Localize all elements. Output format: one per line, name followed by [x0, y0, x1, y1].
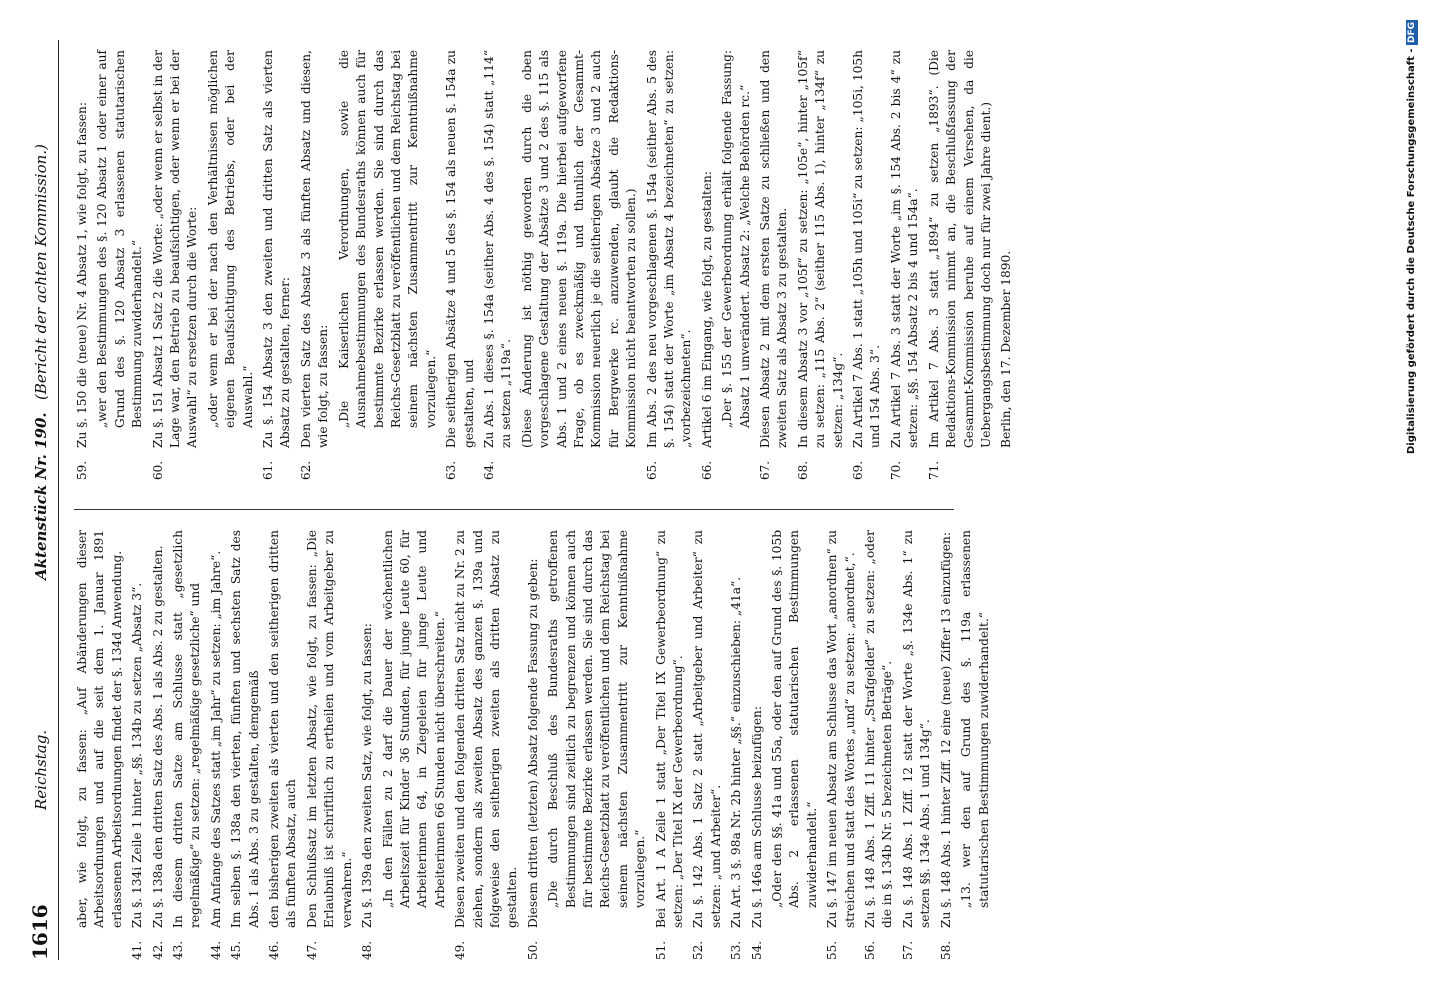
margin-strip: [1406, 0, 1432, 1000]
list-item: [298, 50, 333, 480]
item-number: [545, 928, 649, 960]
item-number: 54.: [749, 940, 764, 960]
list-item: [749, 530, 766, 960]
item-text: Zu Artikel 7 Abs. 1 statt „105h und 105i“ zu setzen: „105i, 105h und 154 Abs. 3“.: [851, 50, 883, 448]
item-text: Artikel 6 im Eingang, wie folgt, zu gestalten:: [699, 170, 714, 448]
item-number: 41.: [130, 940, 145, 960]
item-number: [74, 928, 126, 960]
item-text: Zu §. 148 Abs. 1 Ziff. 11 hinter „Strafgelder“ zu setzen: „oder die in §. 134b Nr. 5 bezeichneten Beträge“.: [863, 530, 895, 928]
item-text: „wer den Bestimmungen des §. 120 Absatz 1 oder einer auf Grund des §. 120 Absatz 3 erlassenen statutarischen Bestimmung zuwiderhandelt.“: [95, 50, 145, 428]
list-item: [150, 530, 167, 960]
list-item: [94, 50, 146, 480]
item-number: 64.: [481, 460, 496, 480]
header-left-title: Reichstag.: [32, 729, 50, 810]
item-number: 53.: [729, 940, 744, 960]
item-number: 69.: [851, 460, 866, 480]
list-item: [205, 50, 257, 480]
item-number: 71.: [926, 460, 941, 480]
item-text: Bei Art. 1 A Zeile 1 statt „Der Titel IX Gewerbeordnung“ zu setzen: „Der Titel IX der Gewerbeordnung“.: [653, 530, 685, 928]
item-number: 49.: [453, 940, 468, 960]
list-item: [545, 530, 649, 960]
header-right-title: (Bericht der achten Kommission.): [32, 144, 50, 400]
list-item: [690, 530, 725, 960]
list-item: [359, 530, 376, 960]
item-number: 45.: [229, 940, 244, 960]
list-item: [926, 50, 996, 480]
list-item: [728, 530, 745, 960]
item-number: 51.: [653, 940, 668, 960]
item-text: Im selben §. 138a den vierten, fünften und sechsten Satz des Abs. 1 als Abs. 3 zu gestalten, demgemäß: [229, 530, 261, 928]
item-text: Zu §. 142 Abs. 1 Satz 2 statt „Arbeitgeber und Arbeiter“ zu setzen: „und Arbeiter“.: [691, 530, 723, 928]
list-item: [336, 50, 440, 480]
list-item: [481, 50, 516, 480]
item-text: „Die durch Beschluß des Bundesraths getroffenen Bestimmungen sind zeitlich zu begrenzen und können auch für bestimmte Bezirke erlassen werden. Sie sind durch das Reichs-Gesetzblatt zu veröffentlichen und dem Reichstag bei seinem nächsten Zusammentritt zur Kenntnißnahme vorzulegen.“: [546, 530, 648, 908]
item-number: 61.: [261, 460, 276, 480]
item-text: Im Abs. 2 des neu vorgeschlagenen §. 154a (seither Abs. 5 des §. 154) statt der Worte „im Absatz 4 bezeichneten“ zu setzen: „vorbezeichneten“.: [644, 50, 694, 448]
item-text: Diesen zweiten und den folgenden dritten Satz nicht zu Nr. 2 zu ziehen, sondern als zweiten Absatz des ganzen §. 139a und folgeweise den seitherigen zweiten als dritten Absatz zu gestalten.: [453, 530, 520, 928]
item-number: 56.: [863, 940, 878, 960]
item-number: [380, 928, 450, 960]
item-number: 43.: [171, 940, 186, 960]
item-text: In diesem Absatz 3 vor „105f“ zu setzen: „105e“, hinter „105f“ zu setzen: „115 Abs. 2“ (seither 115 Abs. 1), hinter „134f“ zu setzen: „134g“.: [795, 50, 845, 448]
list-item: [150, 50, 202, 480]
list-item: [757, 50, 792, 480]
list-item: [170, 530, 205, 960]
item-text: Zu §. 134i Zeile 1 hinter „§§. 134b zu setzen „Absatz 3“.: [130, 582, 145, 928]
list-item: [519, 50, 641, 480]
item-number: 57.: [900, 940, 915, 960]
item-number: [958, 928, 993, 960]
item-text: Zu §. 139a den zweiten Satz, wie folgt, zu fassen:: [360, 623, 375, 928]
item-number: 48.: [360, 940, 375, 960]
list-item: [850, 50, 885, 480]
item-text: Zu §. 147 im neuen Absatz am Schlusse das Wort „anordnen“ zu streichen und statt des Wortes „und“ zu setzen: „anordnet,“.: [825, 530, 857, 928]
digitization-text: Digitalisierung gefördert durch die Deutsche Forschungsgemeinschaft -: [1406, 48, 1417, 455]
item-number: 58.: [938, 940, 953, 960]
item-number: 70.: [888, 460, 903, 480]
item-number: [769, 928, 821, 960]
item-text: Zu §. 148 Abs. 1 Ziff. 12 statt der Worte „§. 134e Abs. 1“ zu setzen §§. 134e Abs. 1 und 134g“.: [900, 530, 933, 928]
list-item: [862, 530, 897, 960]
item-number: 59.: [75, 460, 89, 480]
list-item: [208, 530, 225, 960]
list-item: [74, 530, 126, 960]
item-text: Die seitherigen Absätze 4 und 5 des §. 154 als neuen §. 154a zu gestalten, und: [444, 50, 476, 448]
item-text: Den vierten Satz des Absatz 3 als fünften Absatz und diesen, wie folgt, zu fassen:: [298, 50, 331, 448]
item-number: [94, 448, 146, 480]
item-text: „Oder den §§. 41a und 55a, oder den auf Grund des §. 105b Abs. 2 erlassenen statutarischen Bestimmungen zuwiderhandelt.“: [770, 530, 819, 908]
item-number: [519, 448, 641, 480]
item-text: (Diese Änderung ist nöthig geworden durch die oben vorgeschlagene Gestaltung der Absätze 3 und 2 des §. 115 als Abs. 1 und 2 eines neuen §. 119a. Die hierbei aufgeworfene Frage, ob es zweckmäßig und thunlich der Gesammt-Kommission neuerlich je die seitherigen Absätze 3 und 2 auch für Bergwerke rc. anzuwenden, glaubt die Redaktions-Kommission nicht beantworten zu sollen.): [519, 50, 639, 448]
list-item: [699, 50, 716, 480]
header-center-title: Aktenstück Nr. 190.: [32, 412, 50, 580]
item-number: [205, 448, 257, 480]
item-text: Zu §. 146a am Schlusse beizufügen:: [749, 705, 764, 928]
right-column: [74, 50, 1019, 480]
item-text: Diesem dritten (letzten) Absatz folgende Fassung zu geben:: [525, 558, 540, 928]
list-item: [888, 50, 923, 480]
list-item: [644, 50, 696, 480]
item-text: Den Schlußsatz im letzten Absatz, wie folgt, zu fassen: „Die Erlaubniß ist schriftlich zu ertheilen und vom Arbeitgeber zu verwahren.“: [304, 530, 354, 928]
item-text: Zu Abs. 1 dieses §. 154a (seither Abs. 4 des §. 154) statt „114“ zu setzen „119a“.: [481, 50, 514, 448]
list-item: [260, 50, 295, 480]
list-item: [443, 50, 478, 480]
item-text: Zu Art. 3 §. 98a Nr. 2b hinter „§§.“ einzuschieben: „41a“.: [729, 576, 744, 928]
item-number: 55.: [825, 940, 840, 960]
item-number: [719, 448, 754, 480]
list-item: [795, 50, 847, 480]
list-item: [938, 530, 955, 960]
dfg-logo: DFG: [1407, 22, 1417, 44]
list-item: [380, 530, 450, 960]
item-text: aber, wie folgt, zu fassen: „Auf Abänderungen dieser Arbeitsordnungen und auf die seit dem 1. Januar 1891 erlassenen Arbeitsordnungen findet der §. 134d Anwendung.: [75, 530, 124, 928]
item-number: 52.: [691, 940, 706, 960]
item-number: 42.: [150, 940, 165, 960]
item-number: 50.: [525, 940, 540, 960]
list-item: [228, 530, 263, 960]
left-column: [74, 530, 996, 960]
item-text: Zu §. 138a den dritten Satz des Abs. 1 als Abs. 2 zu gestalten.: [150, 545, 165, 928]
item-number: 65.: [644, 460, 659, 480]
list-item: [304, 530, 356, 960]
page-number: 1616: [28, 904, 52, 960]
item-number: 66.: [699, 460, 714, 480]
item-text: Zu §. 150 die (neue) Nr. 4 Absatz 1, wie folgt, zu fassen:: [75, 101, 89, 448]
item-text: „Die Kaiserlichen Verordnungen, sowie die Ausnahmebestimmungen des Bundesraths können auch für bestimmte Bezirke erlassen werden. Sie sind durch das Reichs-Gesetzblatt zu veröffentlichen und dem Reichstag bei seinem nächsten Zusammentritt zur Kenntnißnahme vorzulegen.“: [336, 50, 438, 428]
item-number: [998, 448, 1015, 480]
item-text: „In den Fällen zu 2 darf die Dauer der wöchentlichen Arbeitszeit für Kinder 36 Stunden, für junge Leute 60, für Arbeiterinnen 64, in Ziegeleien für junge Leute und Arbeiterinnen 66 Stunden nicht überschreiten.“: [380, 530, 447, 908]
item-text: In diesem dritten Satze am Schlusse statt „gesetzlich regelmäßige“ zu setzen: „regelmäßige gesetzliche“ und: [171, 530, 203, 928]
list-item: [998, 50, 1015, 480]
item-number: 46.: [267, 940, 282, 960]
column-divider: [74, 509, 954, 510]
item-number: 44.: [208, 940, 223, 960]
list-item: [266, 530, 301, 960]
page-header: [18, 40, 59, 960]
item-number: 62.: [298, 460, 313, 480]
item-text: Zu §. 148 Abs. 1 hinter Ziff. 12 eine (neue) Ziffer 13 einzufügen:: [938, 532, 953, 928]
item-text: „13. wer den auf Grund des §. 119a erlassenen statutarischen Bestimmungen zuwiderhandelt.“: [959, 530, 991, 908]
list-item: [824, 530, 859, 960]
item-number: [336, 448, 440, 480]
item-text: den bisherigen zweiten als vierten und den seitherigen dritten als fünften Absatz, auch: [267, 530, 299, 928]
item-text: Berlin, den 17. Dezember 1890.: [999, 250, 1014, 448]
list-item: [958, 530, 993, 960]
item-text: „oder wenn er bei der nach den Verhältnissen möglichen eigenen Beaufsichtigung des Betriebs, oder bei der Auswahl.“: [205, 50, 255, 428]
item-text: Diesen Absatz 2 mit dem ersten Satze zu schließen und den zweiten Satz als Absatz 3 zu gestalten.: [758, 50, 790, 448]
item-text: Zu Artikel 7 Abs. 3 statt der Worte „im §. 154 Abs. 2 bis 4“ zu setzen: „§§. 154 Absatz 2 bis 4 und 154a“.: [888, 50, 921, 448]
list-item: [525, 530, 542, 960]
item-number: 60.: [150, 460, 165, 480]
list-item: [653, 530, 688, 960]
item-text: Am Anfange des Satzes statt „im Jahr“ zu setzen: „im Jahre“.: [208, 550, 223, 928]
item-text: „Der §. 155 der Gewerbeordnung erhält folgende Fassung: Absatz 1 unverändert. Absatz 2: „Welche Behörden rc.“: [720, 50, 752, 428]
item-number: 67.: [758, 460, 773, 480]
item-text: Im Artikel 7 Abs. 3 statt „1894“ zu setzen „1893“. (Die Redaktions-Kommission nimmt an, die Beschlußfassung der Gesammt-Kommission beruhe auf einem Versehen, da die Uebergangsbestimmung doch nur für zwei Jahre dient.): [926, 50, 993, 448]
list-item: [74, 50, 91, 480]
list-item: [452, 530, 522, 960]
digitization-note: [1406, 20, 1428, 640]
list-item: [719, 50, 754, 480]
list-item: [900, 530, 935, 960]
item-text: Zu §. 151 Absatz 1 Satz 2 die Worte: „oder wenn er selbst in der Lage war, den Betrieb zu beaufsichtigen, oder wenn er bei der Auswahl“ zu ersetzen durch die Worte:: [150, 50, 200, 448]
item-text: Zu §. 154 Absatz 3 den zweiten und dritten Satz als vierten Absatz zu gestalten, ferner:: [261, 50, 293, 448]
item-number: 47.: [304, 940, 319, 960]
item-number: 63.: [444, 460, 459, 480]
item-number: 68.: [795, 460, 810, 480]
list-item: [129, 530, 146, 960]
list-item: [769, 530, 821, 960]
